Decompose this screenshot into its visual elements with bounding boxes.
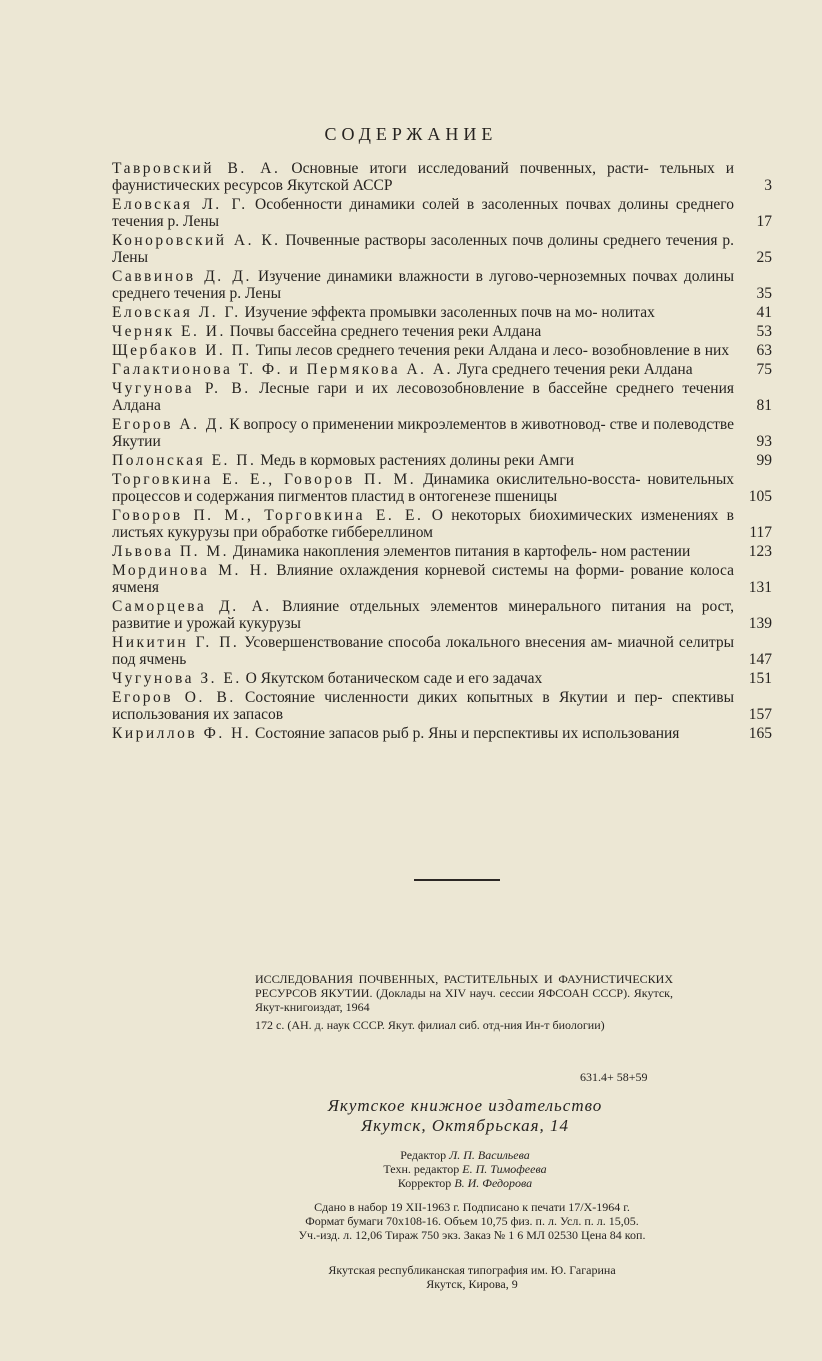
- toc-page-number: 81: [756, 397, 772, 414]
- toc-page-number: 131: [748, 579, 772, 596]
- toc-title: Лесные гари и их лесовозобновление в бассейне: [259, 380, 608, 397]
- toc-entry-text: [112, 543, 772, 560]
- toc-entry-text: [112, 598, 772, 632]
- toc-entry-text: [112, 471, 772, 505]
- toc-entry: [112, 725, 772, 742]
- toc-title-continued: стве и полеводстве Якутии: [112, 416, 735, 450]
- toc-entry: [112, 196, 772, 230]
- page-title: СОДЕРЖАНИЕ: [324, 124, 498, 144]
- toc-page-number: 41: [756, 304, 772, 321]
- toc-author: Черняк Е. И.: [112, 323, 226, 340]
- toc-entry: [112, 380, 772, 414]
- toc-entry: [112, 160, 772, 194]
- toc-entry: [112, 507, 772, 541]
- toc-page-number: 3: [764, 177, 772, 194]
- toc-page-number: 53: [756, 323, 772, 340]
- bibliographic-description: [255, 972, 673, 1032]
- print-info-line-2: Формат бумаги 70х108-16. Объем 10,75 физ. п. л. Усл. п. л. 15,05.: [305, 1214, 639, 1228]
- staff-tech-editor: Техн. редактор Е. П. Тимофеева: [383, 1162, 547, 1176]
- toc-entry-text: [112, 507, 772, 541]
- toc-title: Влияние охлаждения корневой системы на форми-: [276, 562, 625, 579]
- toc-title-continued: реки Алдана: [609, 361, 693, 378]
- toc-author: Егоров О. В.: [112, 689, 236, 706]
- toc-page-number: 17: [756, 213, 772, 230]
- toc-title-continued: ном растении: [600, 543, 691, 560]
- toc-entry-text: [112, 361, 772, 378]
- toc-author: Кириллов Ф. Н.: [112, 725, 252, 742]
- toc-page-number: 75: [756, 361, 772, 378]
- toc-entry: [112, 232, 772, 266]
- toc-entry: [112, 670, 772, 687]
- publisher-address: Якутск, Октябрьская, 14: [360, 1116, 570, 1135]
- toc-title-continued: долины среднего течения р. Лены: [112, 196, 734, 230]
- toc-title: Луга среднего течения: [456, 361, 606, 378]
- toc-page-number: 139: [748, 615, 772, 632]
- toc-entry: [112, 598, 772, 632]
- toc-page-number: 93: [756, 433, 772, 450]
- toc-title: Почвы бассейна среднего течения реки Алдана: [229, 323, 542, 340]
- editorial-staff: [300, 1148, 630, 1190]
- toc-title: Особенности динамики солей в засоленных почвах: [255, 196, 611, 213]
- toc-entry-text: [112, 634, 772, 668]
- biblio-line-1: ИССЛЕДОВАНИЯ ПОЧВЕННЫХ, РАСТИТЕЛЬНЫХ И ФАУНИСТИЧЕСКИХ РЕСУРСОВ ЯКУТИИ. (Доклады на XIV науч. сессии ЯФСОАН СССР). Якутск, Якут-книгоиздат, 1964: [255, 972, 673, 1014]
- toc-entry-text: [112, 380, 772, 414]
- toc-entry-text: [112, 232, 772, 266]
- toc-title-continued: тельных и фаунистических ресурсов Якутской АССР: [112, 160, 735, 194]
- toc-entry-text: [112, 670, 772, 687]
- publisher-block: [300, 1096, 630, 1136]
- toc-entry-text: [112, 160, 772, 194]
- toc-title: Динамика накопления элементов питания в картофель-: [232, 543, 597, 560]
- toc-page-number: 63: [756, 342, 772, 359]
- toc-title: Основные итоги исследований почвенных, расти-: [291, 160, 649, 177]
- table-of-contents: [112, 160, 772, 744]
- toc-title: Изучение эффекта промывки засоленных почв на мо-: [244, 304, 598, 321]
- toc-author: Егоров А. Д.: [112, 416, 226, 433]
- toc-page-number: 157: [748, 706, 772, 723]
- toc-title-continued: нолитах: [601, 304, 655, 321]
- toc-author: Львова П. М.: [112, 543, 230, 560]
- toc-page-number: 151: [748, 670, 772, 687]
- toc-entry: [112, 452, 772, 469]
- toc-title-continued: почвах долины среднего течения р. Лены: [112, 268, 734, 302]
- toc-entry-text: [112, 725, 772, 742]
- toc-author: Чугунова З. Е.: [112, 670, 242, 687]
- toc-author: Саморцева Д. А.: [112, 598, 272, 615]
- toc-title-continued: рование колоса ячменя: [112, 562, 735, 596]
- toc-author: Никитин Г. П.: [112, 634, 240, 651]
- toc-page-number: 117: [749, 524, 772, 541]
- toc-author: Саввинов Д. Д.: [112, 268, 252, 285]
- printer-address: Якутск, Кирова, 9: [426, 1277, 518, 1291]
- toc-author: Еловская Л. Г.: [112, 304, 241, 321]
- toc-author: Торговкина Е. Е., Говоров П. М.: [112, 471, 417, 488]
- toc-title-continued: возобновление в них: [591, 342, 730, 359]
- toc-title-continued: миачной селитры под ячмень: [112, 634, 735, 668]
- toc-entry-text: [112, 268, 772, 302]
- toc-title-continued: среднего течения р. Лены: [112, 232, 734, 266]
- printer-info: [232, 1263, 712, 1291]
- toc-entry: [112, 361, 772, 378]
- toc-author: Говоров П. М., Торговкина Е. Е.: [112, 507, 424, 524]
- toc-entry: [112, 323, 772, 340]
- toc-entry: [112, 342, 772, 359]
- toc-title: Медь в кормовых растениях долины реки Амги: [260, 452, 574, 469]
- toc-page-number: 147: [748, 651, 772, 668]
- toc-entry: [112, 471, 772, 505]
- toc-author: Тавровский В. А.: [112, 160, 281, 177]
- toc-title: О некоторых биохимических: [431, 507, 633, 524]
- staff-proofreader: Корректор В. И. Федорова: [397, 1176, 533, 1190]
- toc-entry: [112, 562, 772, 596]
- toc-entry: [112, 304, 772, 321]
- toc-author: Галактионова Т. Ф. и Пермякова А. А.: [112, 361, 453, 378]
- staff-editor: Редактор Л. П. Васильева: [400, 1148, 530, 1162]
- toc-title-continued: изменениях в листьях кукурузы при обработке гиббереллином: [112, 507, 735, 541]
- toc-title: О Якутском ботаническом саде и его задачах: [245, 670, 543, 687]
- publisher-name: Якутское книжное издательство: [327, 1096, 603, 1115]
- toc-title: Почвенные растворы засоленных почв долины: [285, 232, 599, 249]
- toc-title-continued: спективы использования их запасов: [112, 689, 735, 723]
- toc-title: К вопросу о применении микроэлементов в животновод-: [229, 416, 606, 433]
- toc-page-number: 25: [756, 249, 772, 266]
- toc-title: Состояние запасов рыб р. Яны и перспективы их: [255, 725, 579, 742]
- toc-title: Влияние отдельных элементов минерального питания: [282, 598, 666, 615]
- toc-title: Состояние численности диких копытных в Якутии и пер-: [245, 689, 663, 706]
- toc-entry-text: [112, 416, 772, 450]
- toc-page-number: 123: [748, 543, 772, 560]
- biblio-line-2: 172 с. (АН. д. наук СССР. Якут. филиал сиб. отд-ния Ин-т биологии): [255, 1018, 605, 1032]
- classification-code: 631.4+ 58+59: [580, 1070, 648, 1084]
- toc-title-continued: на рост, развитие и урожай кукурузы: [112, 598, 734, 632]
- toc-author: Мординова М. Н.: [112, 562, 270, 579]
- print-info-line-3: Уч.-изд. л. 12,06 Тираж 750 экз. Заказ № 1 6 МЛ 02530 Цена 84 коп.: [298, 1228, 646, 1242]
- toc-author: Полонская Е. П.: [112, 452, 257, 469]
- divider-rule: [414, 879, 500, 881]
- toc-entry: [112, 416, 772, 450]
- printer-name: Якутская республиканская типография им. Ю. Гагарина: [328, 1263, 616, 1277]
- toc-page-number: 35: [756, 285, 772, 302]
- toc-title-continued: среднего течения Алдана: [112, 380, 735, 414]
- toc-title: Усовершенствование способа локального внесения ам-: [244, 634, 613, 651]
- toc-entry-text: [112, 452, 772, 469]
- toc-title-continued: использования: [582, 725, 680, 742]
- toc-title: Динамика окислительно-восста-: [423, 471, 641, 488]
- toc-entry: [112, 268, 772, 302]
- toc-title: Изучение динамики влажности в лугово-черноземных: [258, 268, 627, 285]
- toc-entry: [112, 689, 772, 723]
- toc-entry-text: [112, 342, 772, 359]
- print-info: [232, 1200, 712, 1242]
- toc-page-number: 165: [748, 725, 772, 742]
- toc-author: Щербаков И. П.: [112, 342, 252, 359]
- toc-author: Еловская Л. Г.: [112, 196, 248, 213]
- toc-title: Типы лесов среднего течения реки Алдана и лесо-: [255, 342, 588, 359]
- toc-entry-text: [112, 689, 772, 723]
- toc-entry-text: [112, 323, 772, 340]
- toc-title-continued: новительных процессов и содержания пигментов пластид в онтогенезе пшеницы: [112, 471, 735, 505]
- toc-entry-text: [112, 196, 772, 230]
- toc-entry-text: [112, 562, 772, 596]
- toc-author: Чугунова Р. В.: [112, 380, 251, 397]
- toc-page-number: 99: [756, 452, 772, 469]
- toc-entry: [112, 634, 772, 668]
- toc-entry-text: [112, 304, 772, 321]
- toc-entry: [112, 543, 772, 560]
- toc-page-number: 105: [748, 488, 772, 505]
- toc-author: Коноровский А. К.: [112, 232, 281, 249]
- print-info-line-1: Сдано в набор 19 XII-1963 г. Подписано к печати 17/X-1964 г.: [314, 1200, 630, 1214]
